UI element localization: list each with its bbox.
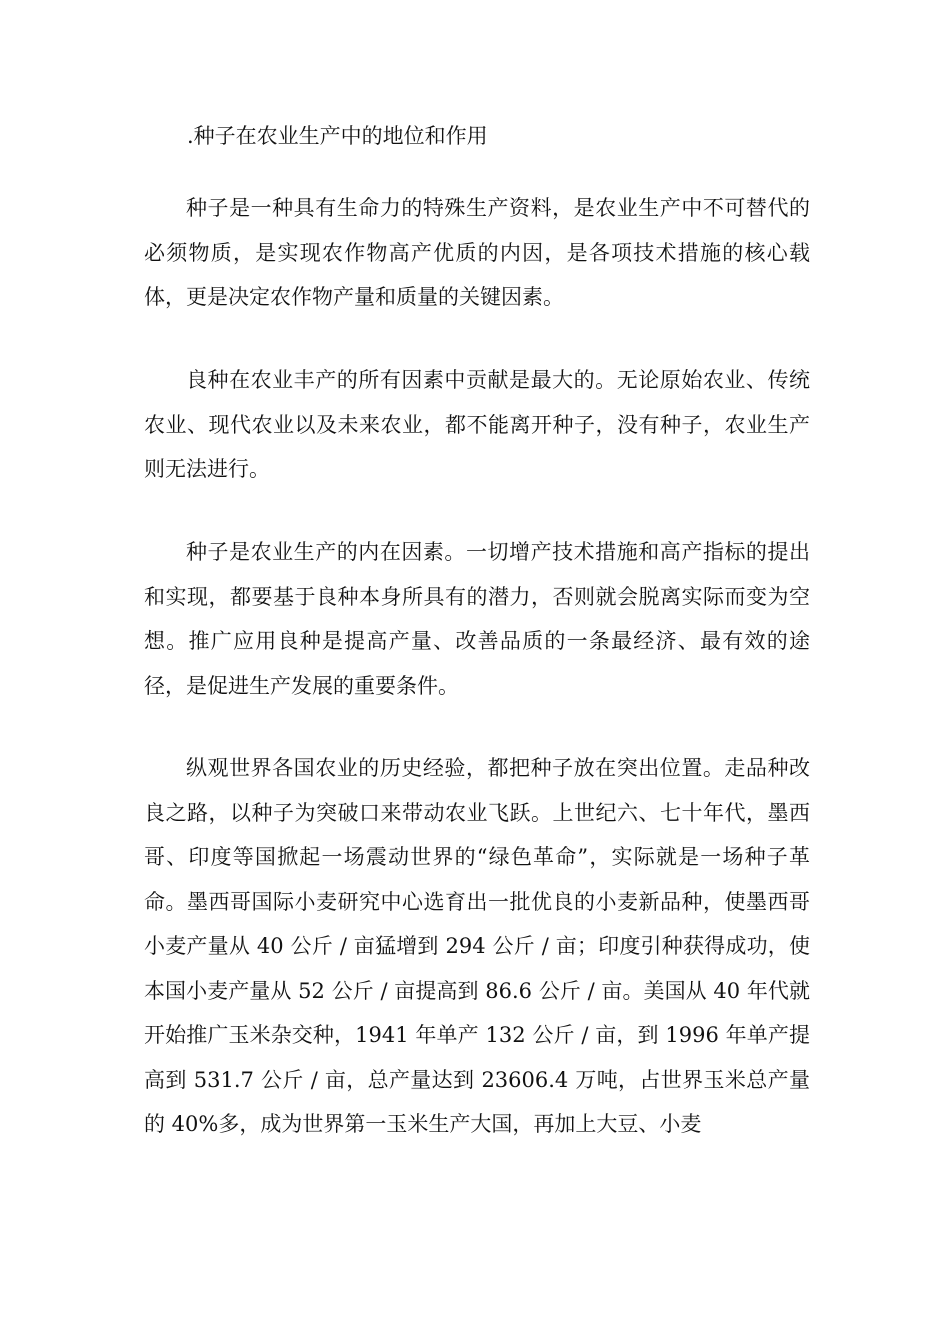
- paragraph-internal-factor: 种子是农业生产的内在因素。一切增产技术措施和高产指标的提出和实现，都要基于良种本身所具有的潜力，否则就会脱离实际而变为空想。推广应用良种是提高产量、改善品质的一条最经济、最有效的途径，是促进生产发展的重要条件。: [144, 540, 810, 698]
- paragraph-world-experience: 纵观世界各国农业的历史经验，都把种子放在突出位置。走品种改良之路，以种子为突破口来带动农业飞跃。上世纪六、七十年代，墨西哥、印度等国掀起一场震动世界的“绿色革命”，实际就是一场种子革命。墨西哥国际小麦研究中心选育出一批优良的小麦新品种，使墨西哥小麦产量从 40 公斤 / 亩猛增到 294 公斤 / 亩；印度引种获得成功，使本国小麦产量从 52 公斤 / 亩提高到 86.6 公斤 / 亩。美国从 40 年代就开始推广玉米杂交种，1941 年单产 132 公斤 / 亩，到 1996 年单产提高到 531.7 公斤 / 亩，总产量达到 23606.4 万吨，占世界玉米总产量的 40%多，成为世界第一玉米生产大国，再加上大豆、小麦: [144, 756, 810, 1136]
- paragraph-seed-definition: 种子是一种具有生命力的特殊生产资料，是农业生产中不可替代的必须物质，是实现农作物高产优质的内因，是各项技术措施的核心载体，更是决定农作物产量和质量的关键因素。: [144, 196, 810, 309]
- section-heading: .种子在农业生产中的地位和作用: [187, 124, 488, 148]
- paragraph-improved-varieties: 良种在农业丰产的所有因素中贡献是最大的。无论原始农业、传统农业、现代农业以及未来农业，都不能离开种子，没有种子，农业生产则无法进行。: [144, 368, 810, 481]
